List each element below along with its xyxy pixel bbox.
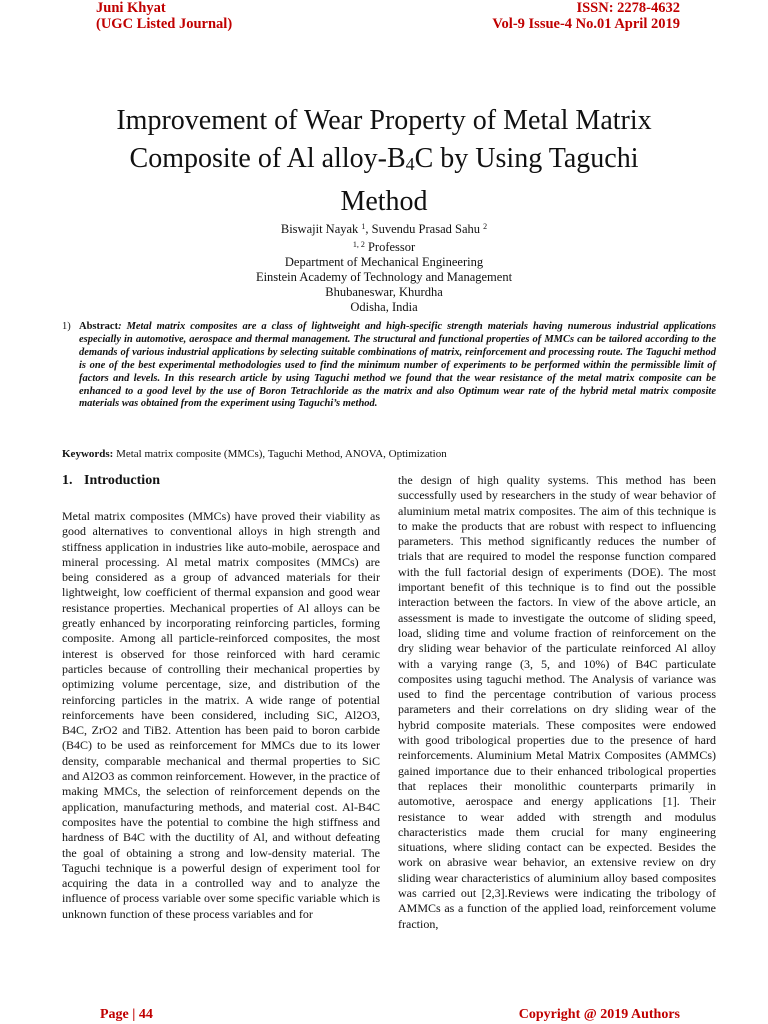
intro-paragraph-right: the design of high quality systems. This method has been successfully used by researchers in the study of wear behavior of aluminium metal matrix composites. The aim of this technique is to make the products that are robust with respect to influencing parameters. This method significantly reduces the number of trials that are required to model the response function compared with the full factorial design of experiments (DOE). The most important benefit of this technique is to find out the possible interaction between the factors. In view of the above article, an assessment is made to investigate the outcome of sliding speed, load, sliding time and volume fraction of reinforcement on the dry sliding wear behavior of the particulate reinforced Al alloy with a varying range (3, 5, and 10%) of B4C particulate composites using taguchi method. The Analysis of variance was used to find the percentage contribution of various process parameters and their correlations on dry sliding wear of the hybrid composite materials. These composites were endowed with good tribological properties due to the presence of hard reinforcements. Aluminium Metal Matrix Composites (AMMCs) gained importance due to their enhanced tribological properties that replaces their monolithic counterparts primarily in automotive, aerospace and energy applications [1]. Their resistance to wear added with strength and modulus characteristics made them crucial for many engineering situations, where sliding contact can be expected. Besides the work on abrasive wear behavior, an extensive review on dry sliding wear characteristics of aluminium alloy based composites was carried out [2,3].Reviews were indicating the tribology of AMMCs as a function of the applied load, reinforcement volume fraction, — [398, 473, 716, 931]
author-block — [100, 219, 668, 315]
keywords — [62, 447, 716, 461]
page-header — [96, 0, 680, 40]
abstract-body — [79, 321, 716, 411]
author-state: Odisha, India — [350, 300, 418, 314]
author-role: $^{1, 2}$ Professor — [352, 240, 416, 254]
journal-name: Juni Khyat — [96, 0, 166, 16]
issn: ISSN: 2278-4632 — [576, 0, 680, 16]
paper-title — [60, 102, 708, 221]
author-institute: Einstein Academy of Technology and Management — [255, 270, 513, 284]
author-department: Department of Mechanical Engineering — [284, 255, 484, 269]
title-line-2: Composite of Al alloy-$B_4C$ by Using Taguchi — [129, 143, 639, 174]
title-line-1: Improvement of Wear Property of Metal Matrix — [116, 105, 652, 136]
author-city: Bhubaneswar, Khurdha — [325, 285, 443, 299]
abstract-label: Abstract — [79, 321, 119, 332]
keywords-label: Keywords: — [62, 448, 114, 460]
abstract — [62, 321, 716, 411]
author-names: Biswajit Nayak $^1$, Suvendu Prasad Sahu $^2$ — [280, 222, 488, 236]
issue-info — [492, 0, 680, 32]
copyright: Copyright @ 2019 Authors — [518, 1007, 680, 1022]
keywords-text: Metal matrix composite (MMCs), Taguchi Method, ANOVA, Optimization — [113, 448, 447, 460]
right-column — [398, 473, 716, 932]
title-line-3: Method — [340, 186, 428, 217]
journal-note: (UGC Listed Journal) — [96, 16, 233, 32]
volume-issue: Vol-9 Issue-4 No.01 April 2019 — [492, 16, 680, 32]
journal-info — [96, 0, 232, 32]
section-heading-introduction: 1. Introduction — [62, 473, 160, 488]
left-column — [62, 472, 380, 922]
page-footer — [100, 1007, 680, 1024]
intro-paragraph-left: Metal matrix composites (MMCs) have proved their viability as good alternatives to conventional alloys in high strength and stiffness application in industries like auto-mobile, aerospace and mineral processing. Al metal matrix composites (MMCs) are being considered as a group of advanced materials for their lightweight, low coefficient of thermal expansion and good wear resistance properties. Mechanical properties of Al alloys can be greatly enhanced by incorporating reinforcing particles, forming composite. Among all particle-reinforced composites, the most interest is observed for those reinforced with hard ceramic particles because of controlling their mechanical properties by optimizing volume percentage, size, and distribution of the reinforcing particles in the matrix. A wide range of potential reinforcements have been considered, including SiC, Al2O3, B4C, ZrO2 and TiB2. Attention has been paid to boron carbide (B4C) to be used as reinforcement for MMCs due to its lower density, comparable mechanical and thermal properties to SiC and Al2O3 as common reinforcement. However, in the practice of making MMCs, the selection of reinforcement depends on the application, manufacturing methods, and material cost. Al-B4C composites have the potential to combine the high stiffness and hardness of B4C with the ductility of Al, and without defeating the goal of obtaining a strong and low-density material. The Taguchi technique is a powerful design of experiment tool for acquiring the data in a controlled way and to analyze the influence of process variable over some specific variable which is unknown function of these process variables and for — [62, 509, 380, 921]
abstract-text: : Metal matrix composites are a class of lightweight and high-specific strength materials having numerous industrial applications especially in automotive, aerospace and thermal management. The structural and functional properties of MMCs can be tailored according to the demands of various industrial applications by selecting suitable combinations of matrix, reinforcement and processing route. The Taguchi method is one of the best experimental methodologies used to find the minimum number of experiments to be performed within the permissible limit of factors and levels. In this research article by using Taguchi method we found that the wear resistance of the metal matrix composite can be enhanced to a good level by the use of Boron Tetrachloride as the matrix and also Optimum wear rate of the hybrid metal matrix composite materials was obtained from the experiment using Taguchi’s method. — [79, 321, 716, 410]
abstract-number: 1) — [62, 321, 71, 332]
page-number: Page | 44 — [100, 1007, 153, 1022]
